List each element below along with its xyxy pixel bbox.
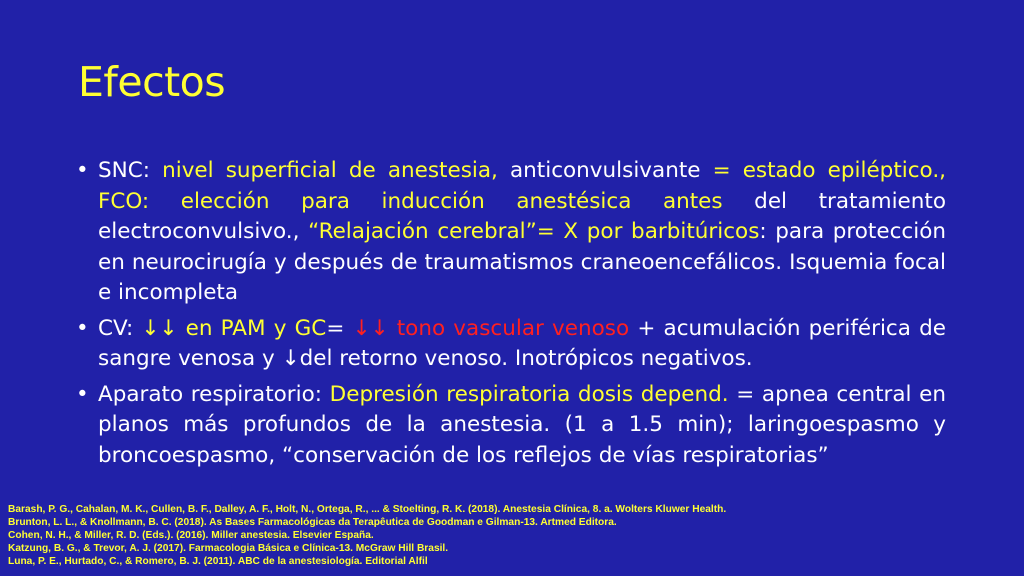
text-segment: anticonvulsivante — [497, 158, 713, 183]
text-segment: = — [326, 315, 353, 341]
slide-body — [76, 156, 946, 476]
bullet-marker: • — [76, 315, 89, 341]
bullet-text — [98, 158, 946, 305]
text-segment: : para protección en neurocirugía y después de traumatismos craneoencefálicos. Isquemia focal e incompleta — [98, 219, 946, 305]
text-segment: Depresión respiratoria dosis depend. — [329, 381, 729, 407]
text-segment: Aparato respiratorio: — [98, 381, 330, 407]
references — [8, 503, 1008, 568]
text-segment: “Relajación cerebral”= X por barbitúricos — [308, 219, 760, 244]
reference-item: Katzung, B. G., & Trevor, A. J. (2017). Farmacologia Básica e Clínica-13. McGraw Hill Brasil. — [8, 543, 449, 555]
reference-item: Cohen, N. H., & Miller, R. D. (Eds.). (2016). Miller anestesia. Elsevier España. — [8, 530, 374, 542]
text-segment: nivel superficial de anestesia, — [162, 158, 498, 183]
text-segment: ↓↓ en PAM y GC — [141, 315, 327, 341]
text-segment: + acumulación periférica de sangre venosa y ↓del retorno venoso. Inotrópicos negativos. — [98, 315, 946, 371]
text-segment: FCO: elección para inducción anestésica antes — [98, 188, 723, 214]
bullet-marker: • — [76, 381, 89, 407]
slide-title: Efectos — [78, 58, 226, 106]
text-segment: = apnea central en planos más profundos de la anestesia. (1 a 1.5 min); laringoespasmo y broncoespasmo, “conservación de los reflejos de vías respiratorias” — [98, 381, 946, 468]
text-segment: = estado epiléptico., — [712, 158, 946, 183]
reference-item: Luna, P. E., Hurtado, C., & Romero, B. J. (2011). ABC de la anestesiología. Editorial Alfil — [8, 556, 428, 568]
reference-item: Barash, P. G., Cahalan, M. K., Cullen, B. F., Dalley, A. F., Holt, N., Ortega, R., ... & Stoelting, R. K. (2018). Anestesia Clínica, 8. a. Wolters Kluwer Health. — [8, 504, 727, 515]
bullet-text — [98, 382, 946, 468]
bullet-respiratorio — [76, 380, 946, 472]
reference-item: Brunton, L. L., & Knollmann, B. C. (2018). As Bases Farmacológicas da Terapêutica de Goodman e Gilman-13. Artmed Editora. — [8, 517, 617, 529]
text-segment: SNC: — [98, 158, 163, 183]
bullet-snc — [76, 156, 946, 309]
text-segment: ↓↓ tono vascular venoso — [352, 315, 630, 341]
bullet-marker: • — [76, 158, 89, 183]
bullet-cv — [76, 314, 946, 375]
text-segment: del tratamiento electroconvulsivo., — [98, 188, 946, 244]
bullet-text — [98, 316, 946, 372]
text-segment: CV: — [98, 315, 142, 341]
